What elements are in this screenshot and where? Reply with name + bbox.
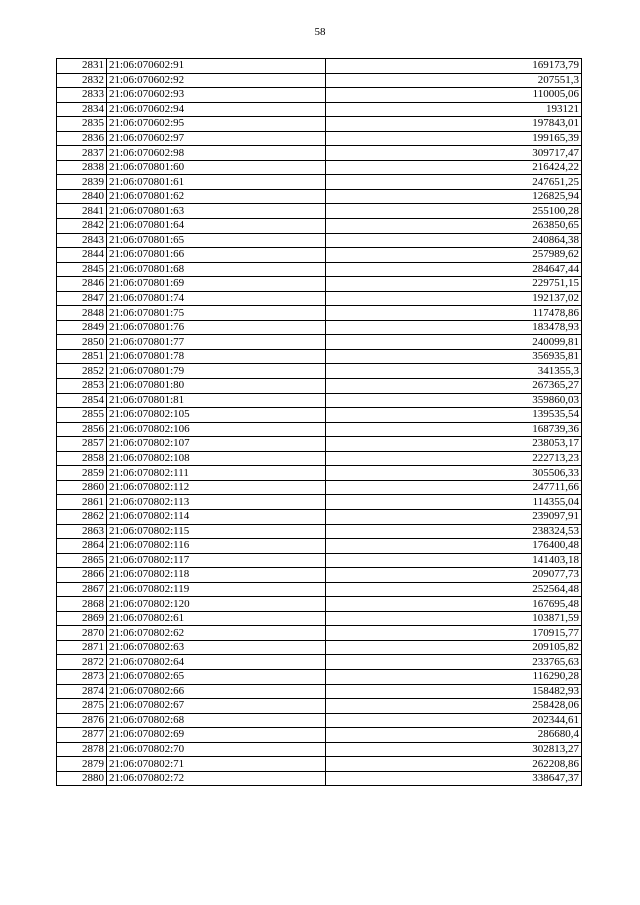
table-row xyxy=(57,335,582,350)
value-cell: 168739,36 xyxy=(326,422,582,437)
row-number-cell: 2865 xyxy=(57,553,107,568)
value-cell: 176400,48 xyxy=(326,539,582,554)
cadastral-number-cell: 21:06:070802:108 xyxy=(107,451,326,466)
value-cell: 305506,33 xyxy=(326,466,582,481)
cadastral-number-cell: 21:06:070801:76 xyxy=(107,320,326,335)
row-number-cell: 2855 xyxy=(57,408,107,423)
value-cell: 338647,37 xyxy=(326,771,582,786)
table-row xyxy=(57,655,582,670)
cadastral-number-cell: 21:06:070802:111 xyxy=(107,466,326,481)
table-row xyxy=(57,189,582,204)
row-number-cell: 2879 xyxy=(57,757,107,772)
cadastral-number-cell: 21:06:070602:92 xyxy=(107,73,326,88)
row-number-cell: 2854 xyxy=(57,393,107,408)
row-number-cell: 2880 xyxy=(57,771,107,786)
value-cell: 103871,59 xyxy=(326,611,582,626)
table-row xyxy=(57,291,582,306)
value-cell: 247711,66 xyxy=(326,480,582,495)
table-row xyxy=(57,495,582,510)
row-number-cell: 2841 xyxy=(57,204,107,219)
cadastral-number-cell: 21:06:070802:114 xyxy=(107,509,326,524)
table-row xyxy=(57,422,582,437)
row-number-cell: 2837 xyxy=(57,146,107,161)
table-row xyxy=(57,277,582,292)
value-cell: 263850,65 xyxy=(326,219,582,234)
value-cell: 247651,25 xyxy=(326,175,582,190)
cadastral-number-cell: 21:06:070802:72 xyxy=(107,771,326,786)
table-row xyxy=(57,219,582,234)
value-cell: 222713,23 xyxy=(326,451,582,466)
cadastral-number-cell: 21:06:070602:97 xyxy=(107,131,326,146)
row-number-cell: 2846 xyxy=(57,277,107,292)
cadastral-number-cell: 21:06:070602:95 xyxy=(107,117,326,132)
cadastral-number-cell: 21:06:070802:113 xyxy=(107,495,326,510)
value-cell: 169173,79 xyxy=(326,59,582,74)
cadastral-number-cell: 21:06:070802:68 xyxy=(107,713,326,728)
value-cell: 229751,15 xyxy=(326,277,582,292)
row-number-cell: 2867 xyxy=(57,582,107,597)
row-number-cell: 2864 xyxy=(57,539,107,554)
cadastral-number-cell: 21:06:070801:79 xyxy=(107,364,326,379)
row-number-cell: 2863 xyxy=(57,524,107,539)
row-number-cell: 2834 xyxy=(57,102,107,117)
table-row xyxy=(57,102,582,117)
table-row xyxy=(57,669,582,684)
cadastral-number-cell: 21:06:070602:91 xyxy=(107,59,326,74)
row-number-cell: 2839 xyxy=(57,175,107,190)
row-number-cell: 2844 xyxy=(57,248,107,263)
row-number-cell: 2847 xyxy=(57,291,107,306)
cadastral-number-cell: 21:06:070801:69 xyxy=(107,277,326,292)
cadastral-number-cell: 21:06:070802:69 xyxy=(107,728,326,743)
table-row xyxy=(57,539,582,554)
cadastral-number-cell: 21:06:070801:60 xyxy=(107,160,326,175)
table-row xyxy=(57,88,582,103)
row-number-cell: 2851 xyxy=(57,349,107,364)
table-row xyxy=(57,437,582,452)
value-cell: 356935,81 xyxy=(326,349,582,364)
row-number-cell: 2869 xyxy=(57,611,107,626)
value-cell: 258428,06 xyxy=(326,699,582,714)
data-table xyxy=(56,58,582,786)
cadastral-number-cell: 21:06:070802:105 xyxy=(107,408,326,423)
table-row xyxy=(57,757,582,772)
table-row xyxy=(57,160,582,175)
table-row xyxy=(57,597,582,612)
value-cell: 126825,94 xyxy=(326,189,582,204)
value-cell: 207551,3 xyxy=(326,73,582,88)
row-number-cell: 2875 xyxy=(57,699,107,714)
value-cell: 341355,3 xyxy=(326,364,582,379)
value-cell: 257989,62 xyxy=(326,248,582,263)
page-number: 58 xyxy=(314,26,326,38)
cadastral-number-cell: 21:06:070802:115 xyxy=(107,524,326,539)
cadastral-number-cell: 21:06:070801:61 xyxy=(107,175,326,190)
table-row xyxy=(57,451,582,466)
row-number-cell: 2853 xyxy=(57,379,107,394)
row-number-cell: 2870 xyxy=(57,626,107,641)
value-cell: 252564,48 xyxy=(326,582,582,597)
table-row xyxy=(57,233,582,248)
value-cell: 239097,91 xyxy=(326,509,582,524)
cadastral-number-cell: 21:06:070801:62 xyxy=(107,189,326,204)
table-row xyxy=(57,146,582,161)
cadastral-number-cell: 21:06:070802:106 xyxy=(107,422,326,437)
row-number-cell: 2866 xyxy=(57,568,107,583)
cadastral-number-cell: 21:06:070801:68 xyxy=(107,262,326,277)
value-cell: 114355,04 xyxy=(326,495,582,510)
value-cell: 216424,22 xyxy=(326,160,582,175)
value-cell: 267365,27 xyxy=(326,379,582,394)
value-cell: 167695,48 xyxy=(326,597,582,612)
value-cell: 209077,73 xyxy=(326,568,582,583)
cadastral-number-cell: 21:06:070802:71 xyxy=(107,757,326,772)
value-cell: 238053,17 xyxy=(326,437,582,452)
cadastral-number-cell: 21:06:070802:62 xyxy=(107,626,326,641)
table-row xyxy=(57,524,582,539)
cadastral-number-cell: 21:06:070801:74 xyxy=(107,291,326,306)
row-number-cell: 2835 xyxy=(57,117,107,132)
table-row xyxy=(57,393,582,408)
table-row xyxy=(57,742,582,757)
table-body xyxy=(57,59,582,786)
cadastral-number-cell: 21:06:070801:63 xyxy=(107,204,326,219)
table-row xyxy=(57,480,582,495)
row-number-cell: 2868 xyxy=(57,597,107,612)
row-number-cell: 2836 xyxy=(57,131,107,146)
value-cell: 240099,81 xyxy=(326,335,582,350)
table-row xyxy=(57,728,582,743)
row-number-cell: 2850 xyxy=(57,335,107,350)
cadastral-number-cell: 21:06:070801:80 xyxy=(107,379,326,394)
row-number-cell: 2859 xyxy=(57,466,107,481)
value-cell: 197843,01 xyxy=(326,117,582,132)
table-row xyxy=(57,713,582,728)
table-row xyxy=(57,408,582,423)
cadastral-number-cell: 21:06:070801:78 xyxy=(107,349,326,364)
table-row xyxy=(57,364,582,379)
row-number-cell: 2877 xyxy=(57,728,107,743)
value-cell: 240864,38 xyxy=(326,233,582,248)
table-row xyxy=(57,379,582,394)
value-cell: 255100,28 xyxy=(326,204,582,219)
value-cell: 286680,4 xyxy=(326,728,582,743)
table-row xyxy=(57,306,582,321)
table-row xyxy=(57,553,582,568)
cadastral-number-cell: 21:06:070802:118 xyxy=(107,568,326,583)
table-row xyxy=(57,582,582,597)
cadastral-number-cell: 21:06:070602:93 xyxy=(107,88,326,103)
cadastral-number-cell: 21:06:070801:64 xyxy=(107,219,326,234)
cadastral-number-cell: 21:06:070802:112 xyxy=(107,480,326,495)
cadastral-number-cell: 21:06:070802:66 xyxy=(107,684,326,699)
cadastral-number-cell: 21:06:070802:120 xyxy=(107,597,326,612)
table-row xyxy=(57,117,582,132)
table-row xyxy=(57,699,582,714)
value-cell: 110005,06 xyxy=(326,88,582,103)
row-number-cell: 2833 xyxy=(57,88,107,103)
row-number-cell: 2871 xyxy=(57,640,107,655)
cadastral-number-cell: 21:06:070801:77 xyxy=(107,335,326,350)
table-row xyxy=(57,466,582,481)
row-number-cell: 2848 xyxy=(57,306,107,321)
table-row xyxy=(57,611,582,626)
row-number-cell: 2874 xyxy=(57,684,107,699)
row-number-cell: 2862 xyxy=(57,509,107,524)
value-cell: 359860,03 xyxy=(326,393,582,408)
row-number-cell: 2831 xyxy=(57,59,107,74)
table-row xyxy=(57,262,582,277)
row-number-cell: 2840 xyxy=(57,189,107,204)
value-cell: 309717,47 xyxy=(326,146,582,161)
value-cell: 116290,28 xyxy=(326,669,582,684)
table-row xyxy=(57,640,582,655)
value-cell: 158482,93 xyxy=(326,684,582,699)
table-row xyxy=(57,568,582,583)
row-number-cell: 2842 xyxy=(57,219,107,234)
row-number-cell: 2845 xyxy=(57,262,107,277)
table-row xyxy=(57,204,582,219)
cadastral-number-cell: 21:06:070802:64 xyxy=(107,655,326,670)
cadastral-number-cell: 21:06:070801:65 xyxy=(107,233,326,248)
value-cell: 139535,54 xyxy=(326,408,582,423)
value-cell: 209105,82 xyxy=(326,640,582,655)
value-cell: 238324,53 xyxy=(326,524,582,539)
value-cell: 202344,61 xyxy=(326,713,582,728)
value-cell: 192137,02 xyxy=(326,291,582,306)
cadastral-number-cell: 21:06:070801:66 xyxy=(107,248,326,263)
row-number-cell: 2832 xyxy=(57,73,107,88)
table-row xyxy=(57,73,582,88)
cadastral-number-cell: 21:06:070802:67 xyxy=(107,699,326,714)
table-row xyxy=(57,684,582,699)
row-number-cell: 2876 xyxy=(57,713,107,728)
cadastral-number-cell: 21:06:070802:65 xyxy=(107,669,326,684)
value-cell: 141403,18 xyxy=(326,553,582,568)
row-number-cell: 2858 xyxy=(57,451,107,466)
value-cell: 233765,63 xyxy=(326,655,582,670)
cadastral-number-cell: 21:06:070802:70 xyxy=(107,742,326,757)
cadastral-number-cell: 21:06:070802:63 xyxy=(107,640,326,655)
value-cell: 302813,27 xyxy=(326,742,582,757)
value-cell: 117478,86 xyxy=(326,306,582,321)
cadastral-number-cell: 21:06:070802:61 xyxy=(107,611,326,626)
table-row xyxy=(57,349,582,364)
cadastral-number-cell: 21:06:070801:75 xyxy=(107,306,326,321)
value-cell: 284647,44 xyxy=(326,262,582,277)
table-row xyxy=(57,509,582,524)
row-number-cell: 2878 xyxy=(57,742,107,757)
row-number-cell: 2860 xyxy=(57,480,107,495)
value-cell: 193121 xyxy=(326,102,582,117)
cadastral-number-cell: 21:06:070802:119 xyxy=(107,582,326,597)
table-row xyxy=(57,59,582,74)
cadastral-number-cell: 21:06:070802:107 xyxy=(107,437,326,452)
row-number-cell: 2843 xyxy=(57,233,107,248)
table-row xyxy=(57,131,582,146)
row-number-cell: 2872 xyxy=(57,655,107,670)
value-cell: 183478,93 xyxy=(326,320,582,335)
row-number-cell: 2873 xyxy=(57,669,107,684)
cadastral-number-cell: 21:06:070602:98 xyxy=(107,146,326,161)
row-number-cell: 2857 xyxy=(57,437,107,452)
row-number-cell: 2838 xyxy=(57,160,107,175)
value-cell: 262208,86 xyxy=(326,757,582,772)
row-number-cell: 2856 xyxy=(57,422,107,437)
row-number-cell: 2861 xyxy=(57,495,107,510)
cadastral-number-cell: 21:06:070801:81 xyxy=(107,393,326,408)
cadastral-number-cell: 21:06:070802:116 xyxy=(107,539,326,554)
value-cell: 199165,39 xyxy=(326,131,582,146)
value-cell: 170915,77 xyxy=(326,626,582,641)
cadastral-number-cell: 21:06:070602:94 xyxy=(107,102,326,117)
table-row xyxy=(57,175,582,190)
row-number-cell: 2849 xyxy=(57,320,107,335)
table-row xyxy=(57,626,582,641)
table-row xyxy=(57,320,582,335)
row-number-cell: 2852 xyxy=(57,364,107,379)
cadastral-number-cell: 21:06:070802:117 xyxy=(107,553,326,568)
table-row xyxy=(57,771,582,786)
table-row xyxy=(57,248,582,263)
